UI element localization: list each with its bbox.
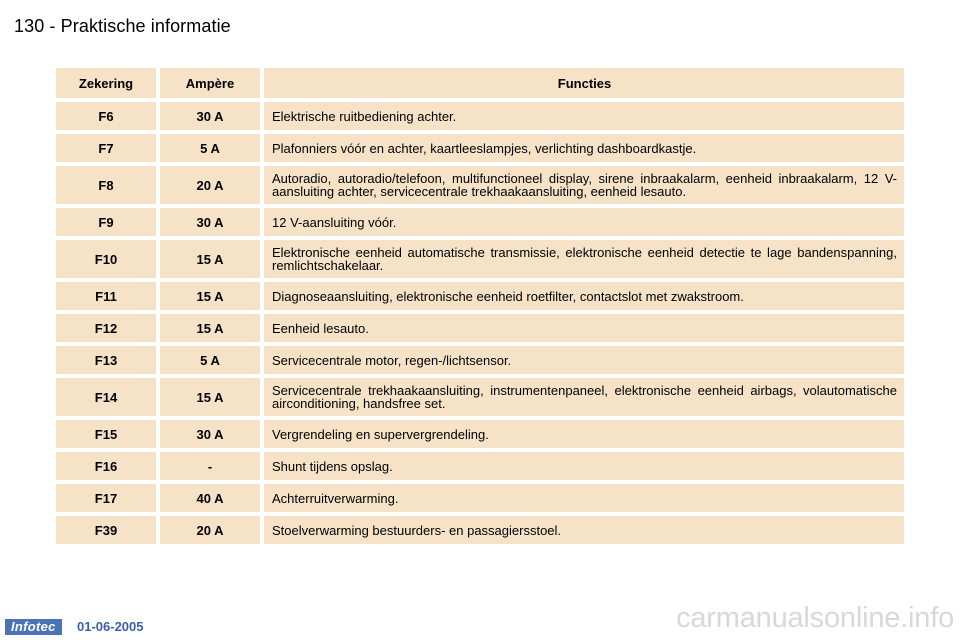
fuse-ampere: 30 A xyxy=(160,208,260,236)
fuse-id: F7 xyxy=(56,134,156,162)
infotec-logo: Infotec xyxy=(5,619,62,635)
fuse-ampere: 20 A xyxy=(160,516,260,544)
fuse-function: Stoelverwarming bestuurders- en passagiersstoel. xyxy=(264,516,904,544)
fuse-id: F16 xyxy=(56,452,156,480)
fuse-ampere: 15 A xyxy=(160,240,260,278)
fuse-ampere: 40 A xyxy=(160,484,260,512)
fuse-function: Eenheid lesauto. xyxy=(264,314,904,342)
fuse-ampere: 15 A xyxy=(160,282,260,310)
fuse-function: 12 V-aansluiting vóór. xyxy=(264,208,904,236)
fuse-function: Plafonniers vóór en achter, kaartleeslampjes, verlichting dashboardkastje. xyxy=(264,134,904,162)
fuse-id: F17 xyxy=(56,484,156,512)
fuse-id: F13 xyxy=(56,346,156,374)
table-row xyxy=(56,240,904,278)
fuse-id: F6 xyxy=(56,102,156,130)
column-header-fuse: Zekering xyxy=(56,68,156,98)
fuse-table xyxy=(56,68,904,548)
fuse-id: F15 xyxy=(56,420,156,448)
fuse-function: Elektronische eenheid automatische transmissie, elektronische eenheid detectie te lage bandenspanning, remlichtschakelaar. xyxy=(264,240,904,278)
fuse-function: Servicecentrale trekhaakaansluiting, instrumentenpaneel, elektronische eenheid airbags, volautomatische airconditioning, handsfree set. xyxy=(264,378,904,416)
fuse-ampere: - xyxy=(160,452,260,480)
column-header-functions: Functies xyxy=(264,68,904,98)
fuse-function: Servicecentrale motor, regen-/lichtsensor. xyxy=(264,346,904,374)
table-row xyxy=(56,378,904,416)
table-row xyxy=(56,452,904,480)
table-row xyxy=(56,282,904,310)
table-row xyxy=(56,208,904,236)
table-row xyxy=(56,314,904,342)
fuse-ampere: 15 A xyxy=(160,314,260,342)
table-row xyxy=(56,516,904,544)
fuse-function: Autoradio, autoradio/telefoon, multifunctioneel display, sirene inbraakalarm, eenheid inbraakalarm, 12 V-aansluiting achter, servicecentrale trekhaakaansluiting, eenheid lesauto. xyxy=(264,166,904,204)
watermark: carmanualsonline.info xyxy=(676,602,954,634)
fuse-function: Achterruitverwarming. xyxy=(264,484,904,512)
fuse-ampere: 5 A xyxy=(160,134,260,162)
fuse-function: Vergrendeling en supervergrendeling. xyxy=(264,420,904,448)
table-header-row xyxy=(56,68,904,98)
fuse-id: F39 xyxy=(56,516,156,544)
fuse-ampere: 30 A xyxy=(160,420,260,448)
fuse-id: F12 xyxy=(56,314,156,342)
table-row xyxy=(56,102,904,130)
fuse-ampere: 20 A xyxy=(160,166,260,204)
fuse-function: Diagnoseaansluiting, elektronische eenheid roetfilter, contactslot met zwakstroom. xyxy=(264,282,904,310)
fuse-id: F10 xyxy=(56,240,156,278)
fuse-id: F14 xyxy=(56,378,156,416)
table-row xyxy=(56,166,904,204)
fuse-function: Shunt tijdens opslag. xyxy=(264,452,904,480)
column-header-ampere: Ampère xyxy=(160,68,260,98)
fuse-ampere: 5 A xyxy=(160,346,260,374)
fuse-ampere: 30 A xyxy=(160,102,260,130)
fuse-id: F11 xyxy=(56,282,156,310)
table-row xyxy=(56,134,904,162)
page-title: 130 - Praktische informatie xyxy=(14,16,231,36)
table-row xyxy=(56,420,904,448)
fuse-ampere: 15 A xyxy=(160,378,260,416)
fuse-function: Elektrische ruitbediening achter. xyxy=(264,102,904,130)
fuse-id: F9 xyxy=(56,208,156,236)
footer-date: 01-06-2005 xyxy=(77,619,144,634)
fuse-id: F8 xyxy=(56,166,156,204)
table-row xyxy=(56,346,904,374)
table-row xyxy=(56,484,904,512)
